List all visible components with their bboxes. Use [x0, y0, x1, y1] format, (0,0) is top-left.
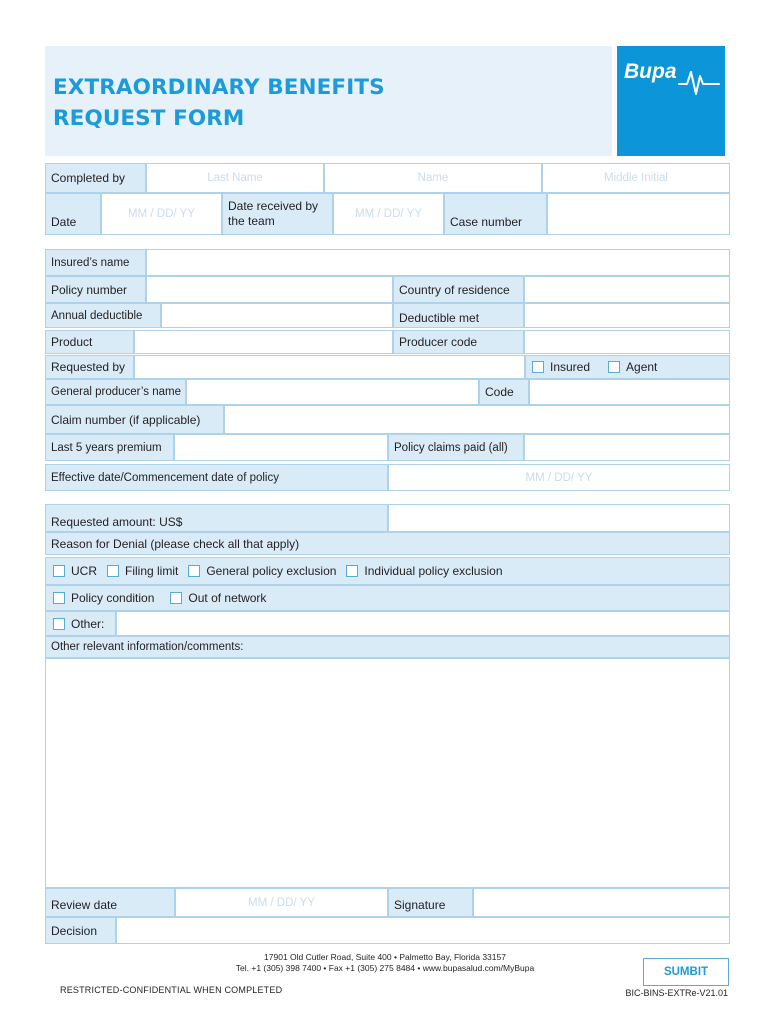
heartbeat-icon — [679, 72, 719, 94]
decision-label: Decision — [45, 917, 116, 944]
individual-exclusion-label: Individual policy exclusion — [364, 564, 503, 578]
reason-general-exclusion[interactable] — [188, 564, 336, 578]
bupa-logo — [617, 46, 725, 156]
policy-number-field[interactable] — [146, 276, 393, 303]
signature-label: Signature — [388, 888, 473, 917]
reason-filing-limit[interactable] — [107, 564, 178, 578]
insured-checkbox[interactable] — [532, 361, 544, 373]
country-field[interactable] — [524, 276, 730, 303]
address-line-2: Tel. +1 (305) 398 7400 • Fax +1 (305) 275 8484 • www.bupasalud.com/MyBupa — [235, 963, 535, 973]
claim-number-field[interactable] — [224, 405, 730, 434]
form-code: BIC-BINS-EXTRe-V21.01 — [625, 988, 728, 998]
general-producer-field[interactable] — [186, 379, 479, 405]
date-label: Date — [45, 193, 101, 235]
agent-checkbox[interactable] — [608, 361, 620, 373]
date-field[interactable]: MM / DD/ YY — [101, 193, 222, 235]
middle-initial-field[interactable]: Middle Initial — [542, 163, 730, 193]
review-date-label: Review date — [45, 888, 175, 917]
case-number-label: Case number — [444, 193, 547, 235]
policy-condition-checkbox[interactable] — [53, 592, 65, 604]
ucr-label: UCR — [71, 564, 97, 578]
submit-button[interactable]: SUMBIT — [643, 958, 729, 986]
other-checkbox[interactable] — [53, 618, 65, 630]
policy-claims-field[interactable] — [524, 434, 730, 461]
out-of-network-checkbox[interactable] — [170, 592, 182, 604]
producer-code-field[interactable] — [524, 330, 730, 354]
title-line-2: REQUEST FORM — [53, 106, 245, 131]
deductible-met-field[interactable] — [524, 303, 730, 328]
last5-premium-label: Last 5 years premium — [45, 434, 174, 461]
policy-claims-label: Policy claims paid (all) — [388, 434, 524, 461]
insured-option-label: Insured — [550, 360, 591, 374]
effective-date-label: Effective date/Commencement date of policy — [45, 464, 388, 491]
option-agent[interactable] — [608, 360, 657, 374]
policy-condition-label: Policy condition — [71, 591, 155, 605]
first-name-field[interactable]: Name — [324, 163, 542, 193]
other-field[interactable] — [116, 611, 730, 636]
requested-amount-field[interactable] — [388, 504, 730, 532]
individual-exclusion-checkbox[interactable] — [346, 565, 358, 577]
out-of-network-label: Out of network — [188, 591, 267, 605]
reason-individual-exclusion[interactable] — [346, 564, 502, 578]
date-received-field[interactable]: MM / DD/ YY — [333, 193, 444, 235]
logo-wordmark: Bupa — [624, 60, 677, 83]
reason-other[interactable] — [45, 611, 116, 636]
decision-field[interactable] — [116, 917, 730, 944]
country-label: Country of residence — [393, 276, 524, 303]
comments-label: Other relevant information/comments: — [45, 636, 730, 658]
date-received-label: Date received by the team — [222, 193, 333, 235]
signature-field[interactable] — [473, 888, 730, 917]
reason-row-2 — [45, 585, 730, 611]
reason-ucr[interactable] — [53, 564, 97, 578]
form-title — [53, 72, 385, 134]
title-line-1: EXTRAORDINARY BENEFITS — [53, 75, 385, 100]
confidential-notice: RESTRICTED-CONFIDENTIAL WHEN COMPLETED — [60, 985, 283, 995]
product-label: Product — [45, 330, 134, 354]
reason-policy-condition[interactable] — [53, 591, 154, 605]
deductible-met-label: Deductible met — [393, 303, 524, 328]
annual-deductible-field[interactable] — [161, 303, 393, 328]
other-label: Other: — [71, 616, 105, 631]
reason-label: Reason for Denial (please check all that apply) — [45, 532, 730, 555]
claim-number-label: Claim number (if applicable) — [45, 405, 224, 434]
filing-limit-checkbox[interactable] — [107, 565, 119, 577]
agent-option-label: Agent — [626, 360, 658, 374]
comments-textarea[interactable] — [45, 658, 730, 888]
policy-number-label: Policy number — [45, 276, 146, 303]
last5-premium-field[interactable] — [174, 434, 388, 461]
annual-deductible-label: Annual deductible — [45, 303, 161, 328]
review-date-field[interactable]: MM / DD/ YY — [175, 888, 388, 917]
insured-name-field[interactable] — [146, 249, 730, 276]
option-insured[interactable] — [532, 360, 590, 374]
product-field[interactable] — [134, 330, 393, 354]
code-label: Code — [479, 379, 529, 405]
insured-name-label: Insured’s name — [45, 249, 146, 276]
code-field[interactable] — [529, 379, 730, 405]
reason-out-of-network[interactable] — [170, 591, 266, 605]
requested-by-field[interactable] — [134, 355, 525, 379]
effective-date-field[interactable]: MM / DD/ YY — [388, 464, 730, 491]
general-producer-label: General producer’s name — [45, 379, 186, 405]
requested-by-label: Requested by — [45, 355, 134, 379]
general-exclusion-checkbox[interactable] — [188, 565, 200, 577]
last-name-field[interactable]: Last Name — [146, 163, 324, 193]
completed-by-label: Completed by — [45, 163, 146, 193]
general-exclusion-label: General policy exclusion — [206, 564, 337, 578]
reason-row-1 — [45, 557, 730, 585]
ucr-checkbox[interactable] — [53, 565, 65, 577]
requested-amount-label: Requested amount: US$ — [45, 504, 388, 532]
address-line-1: 17901 Old Cutler Road, Suite 400 • Palmetto Bay, Florida 33157 — [264, 952, 506, 962]
filing-limit-label: Filing limit — [125, 564, 179, 578]
case-number-field[interactable] — [547, 193, 730, 235]
requested-by-options — [525, 355, 730, 379]
producer-code-label: Producer code — [393, 330, 524, 354]
